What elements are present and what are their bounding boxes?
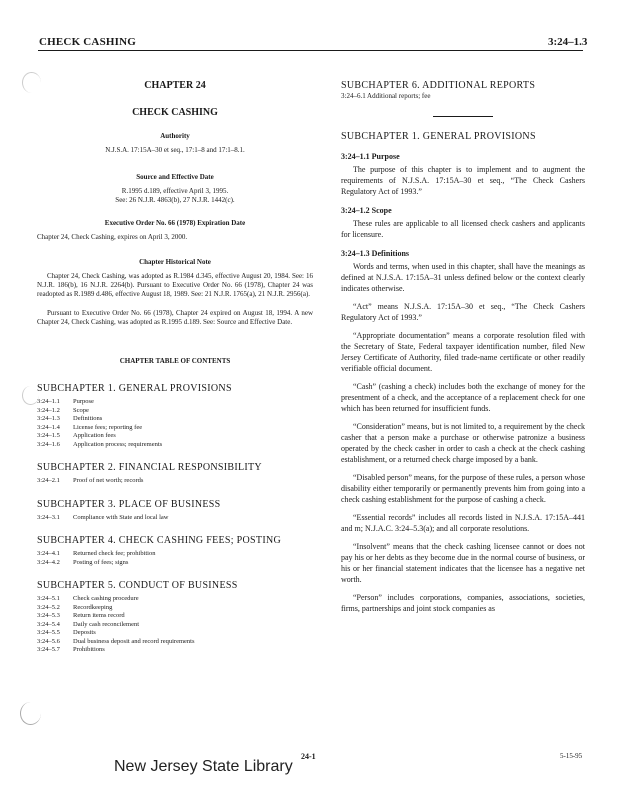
toc-entry (37, 424, 313, 433)
left-column (37, 80, 313, 655)
toc-entry-number: 3:24–5.3 (37, 612, 60, 619)
toc-entry-number: 3:24–5.7 (37, 646, 60, 653)
section-heading: 3:24–1.1 Purpose (341, 152, 400, 161)
definition-paragraph: “Consideration” means, but is not limited to, a requirement by the check casher that a person make a purchase or otherwise patronize a business operated by the check casher in order to cash a check at the check cashing establishment, or a returned check charge imposed by a bank. (341, 422, 585, 464)
running-header-section: 3:24–1.3 (548, 36, 588, 48)
toc-entry-title: Prohibitions (73, 646, 105, 653)
toc-entry-number: 3:24–1.4 (37, 423, 60, 431)
definitions-list (341, 261, 585, 614)
toc-section-list (37, 550, 313, 567)
toc-entry-number: 3:24–4.2 (37, 558, 60, 566)
toc-entry (37, 621, 313, 630)
toc-subchapter-title: SUBCHAPTER 1. GENERAL PROVISIONS (37, 383, 232, 394)
authority-heading: Authority (160, 132, 190, 140)
definition-paragraph: “Act” means N.J.S.A. 17:15A–30 et seq., “The Check Cashers Regulatory Act of 1993.” (341, 302, 585, 322)
toc-section-list (37, 514, 313, 523)
toc-entry-title: Posting of fees; signs (73, 558, 129, 566)
toc-entry-title: Check cashing procedure (73, 595, 139, 602)
subchapter-1-title: SUBCHAPTER 1. GENERAL PROVISIONS (341, 131, 536, 142)
authority-text: N.J.S.A. 17:15A–30 et seq., 17:1–8 and 17:1–8.1. (105, 146, 245, 154)
toc-entry-number: 3:24–1.5 (37, 432, 60, 439)
page-number: 24-1 (301, 752, 316, 761)
section-paragraph: These rules are applicable to all licensed check cashers and applicants for licensure. (341, 219, 585, 239)
toc-entry-number: 3:24–1.1 (37, 398, 60, 405)
toc-entry-title: Definitions (73, 415, 103, 422)
margin-mark (20, 702, 41, 725)
toc-entry (37, 559, 313, 568)
toc-entry-number: 3:24–4.1 (37, 550, 60, 557)
history-paragraph: Pursuant to Executive Order No. 66 (1978), Chapter 24 expired on August 18, 1994. A new Chapter 24, Check Cashing, was adopted as R.1995 d.189. See: Source and Effective Date. (37, 309, 313, 326)
toc-entry-title: Application process; requirements (73, 440, 163, 448)
toc-subchapter-title: SUBCHAPTER 5. CONDUCT OF BUSINESS (37, 580, 238, 591)
header-rule (38, 50, 583, 51)
toc-entry (37, 638, 313, 647)
toc-entry-title: License fees; reporting fee (73, 423, 143, 431)
toc-entry-number: 3:24–5.4 (37, 620, 60, 628)
running-header-title: CHECK CASHING (39, 36, 137, 48)
toc-entry (37, 612, 313, 621)
toc-section-list (37, 595, 313, 655)
toc-subchapter-title: SUBCHAPTER 2. FINANCIAL RESPONSIBILITY (37, 462, 262, 473)
toc-entry-number: 3:24–1.2 (37, 406, 60, 414)
toc-entry-title: Compliance with State and local law (73, 513, 169, 521)
toc-entry-number: 3:24–1.6 (37, 440, 60, 448)
toc-entry (37, 415, 313, 424)
history-paragraph: Chapter 24, Check Cashing, was adopted as R.1984 d.345, effective August 20, 1984. See: 16 N.J.R. 186(b), 16 N.J.R. 2264(b). Pursuant to Executive Order No. 66 (1978), Chapter 24 was readopted as R.1989 d.486, effective August 18, 1989. See: 21 N.J.R. 1765(a), 21 N.J.R. 2956(a). (37, 272, 313, 298)
library-stamp: New Jersey State Library (114, 758, 293, 775)
history-heading: Chapter Historical Note (139, 258, 211, 266)
toc-entry-title: Returned check fee; prohibition (73, 550, 156, 557)
section-heading: 3:24–1.3 Definitions (341, 249, 409, 258)
definition-paragraph: “Insolvent” means that the check cashing licensee cannot or does not pay his or her debts as they become due in the normal course of business, or his or her financial statement indicates that the licensee has a negative net worth. (341, 542, 585, 584)
section-paragraph: The purpose of this chapter is to implement and to augment the requirements of N.J.S.A. 17:15A–30 et seq., “The Check Cashers Regulatory Act of 1993.” (341, 165, 585, 196)
section-heading: 3:24–1.2 Scope (341, 206, 392, 215)
toc-entry-title: Purpose (73, 398, 94, 405)
subchapter-6-item: 3:24–6.1 Additional reports; fee (341, 92, 431, 100)
subchapter-6-title: SUBCHAPTER 6. ADDITIONAL REPORTS (341, 80, 536, 91)
definition-paragraph: “Disabled person” means, for the purpose of these rules, a person whose disability either temporarily or permanently prevents him from going into a check cashing establishment for the purpose of cashing a check. (341, 473, 585, 504)
toc-entry-title: Recordkeeping (73, 603, 113, 611)
toc-entry (37, 629, 313, 638)
toc-entry-number: 3:24–5.6 (37, 637, 60, 645)
toc-entry (37, 646, 313, 655)
toc-section-list (37, 477, 313, 486)
toc-entry-title: Return items record (73, 612, 125, 619)
toc-entry (37, 477, 313, 486)
source-line: R.1995 d.189, effective April 3, 1995. (121, 187, 229, 195)
toc-entry-title: Application fees (73, 432, 116, 439)
toc-heading: CHAPTER TABLE OF CONTENTS (119, 357, 231, 365)
footer-date: 5-15-95 (560, 752, 583, 760)
source-line: See: 26 N.J.R. 4863(b), 27 N.J.R. 1442(c). (115, 196, 235, 204)
definition-paragraph: “Appropriate documentation” means a corporate resolution filed with the Secretary of State, Federal taxpayer identification number, filed New Jersey Certificate of Authority, filed trade-name certificate or other readily verifiable official document. (341, 331, 585, 373)
toc-entry-title: Proof of net worth; records (73, 477, 144, 484)
toc-entry-number: 3:24–3.1 (37, 513, 60, 521)
toc-entry-number: 3:24–1.3 (37, 415, 60, 422)
right-column (341, 80, 585, 614)
section-divider (433, 116, 493, 117)
toc-entry (37, 441, 313, 450)
toc-subchapter-title: SUBCHAPTER 4. CHECK CASHING FEES; POSTING (37, 535, 281, 546)
definition-paragraph: Words and terms, when used in this chapter, shall have the meanings as defined at N.J.S.A. 17:15A–31 unless defined below or the context clearly indicates otherwise. (341, 262, 585, 293)
toc-entry (37, 407, 313, 416)
toc-entry-title: Scope (73, 406, 89, 414)
toc-entry (37, 550, 313, 559)
toc-entry (37, 595, 313, 604)
table-of-contents (37, 383, 313, 655)
toc-entry-title: Daily cash reconcilement (73, 620, 140, 628)
toc-entry-title: Deposits (73, 629, 96, 636)
executive-order-heading: Executive Order No. 66 (1978) Expiration Date (104, 219, 246, 227)
toc-entry (37, 514, 313, 523)
toc-entry (37, 398, 313, 407)
toc-entry-number: 3:24–5.1 (37, 595, 60, 602)
toc-entry-title: Dual business deposit and record requirements (73, 637, 195, 645)
toc-entry-number: 3:24–5.5 (37, 629, 60, 636)
toc-subchapter-title: SUBCHAPTER 3. PLACE OF BUSINESS (37, 498, 221, 510)
toc-entry-number: 3:24–5.2 (37, 603, 60, 611)
toc-section-list (37, 398, 313, 449)
definition-paragraph: “Person” includes corporations, companies, associations, societies, firms, partnerships and joint stock companies as (341, 593, 585, 613)
toc-entry (37, 432, 313, 441)
definition-paragraph: “Cash” (cashing a check) includes both the exchange of money for the presentment of a check, and the acceptance of a replacement check for one which has been returned for insufficient funds. (341, 382, 585, 413)
toc-entry-number: 3:24–2.1 (37, 477, 60, 484)
source-heading: Source and Effective Date (136, 173, 214, 181)
executive-order-text: Chapter 24, Check Cashing, expires on April 3, 2000. (37, 233, 188, 241)
chapter-number: CHAPTER 24 (144, 80, 206, 91)
definition-paragraph: “Essential records” includes all records listed in N.J.S.A. 17:15A–441 and m; N.J.A.C. 3:24–5.3(a); and all corporate resolutions. (341, 513, 585, 533)
toc-entry (37, 604, 313, 613)
chapter-title: CHECK CASHING (132, 107, 218, 118)
